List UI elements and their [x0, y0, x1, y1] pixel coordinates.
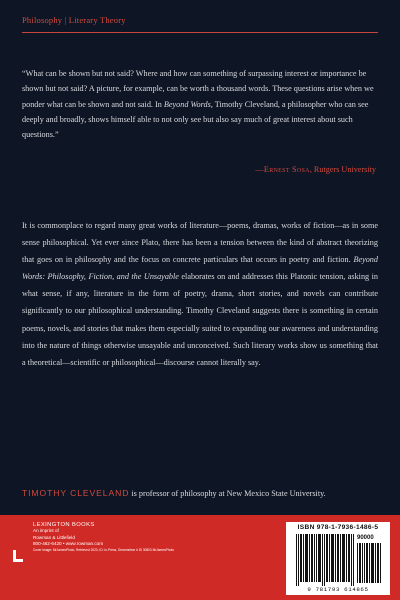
attribution-name: —Ernest Sosa [255, 165, 310, 174]
author-bio [22, 488, 378, 498]
endorsement-attribution [255, 165, 376, 174]
publisher-name: LEXINGTON BOOKS [33, 522, 95, 528]
price-code: 90000 [357, 535, 374, 541]
quote-text-start: “What can be shown but not said? Where and how can something of surpassing interest or importance be shown but not said? A picture, for example, can be worth a thousand words. These questions arise when we ponder what can be shown and not said. In [22, 69, 374, 109]
book-description [22, 217, 378, 371]
publisher-info [33, 522, 174, 553]
lexington-logo-icon [11, 549, 25, 563]
description-book-title: Beyond Words: Philosophy, Fiction, and the Unsayable [22, 255, 378, 282]
publisher-parent: Rowman & Littlefield [33, 534, 75, 540]
quote-text-end: , Timothy Cleveland, a philosopher who can see deeply and broadly, shows himself able to not only see but also say much of great interest about such questions.” [22, 99, 369, 140]
barcode-graphic [296, 534, 354, 586]
endorsement-quote [22, 66, 378, 142]
publisher-band [0, 515, 400, 600]
attribution-affiliation: , Rutgers University [309, 165, 376, 174]
cover-credits: Cover image: MrJamesPhoto, Retrieved 2020, ID: In-Press, Dreamstime # ID 30803 MrJamesPhoto [33, 548, 175, 553]
author-name: TIMOTHY CLEVELAND [22, 488, 130, 498]
publisher-contact: 800-462-6420 • www.rowman.com [33, 540, 104, 546]
barcode-number: 9 781793 614865 [307, 586, 369, 593]
category-label: Philosophy | Literary Theory [22, 15, 126, 25]
author-bio-text: is professor of philosophy at New Mexico State University. [129, 489, 326, 498]
addon-barcode-graphic [357, 543, 381, 583]
quote-book-title: Beyond Words [163, 99, 211, 109]
publisher-imprint-line: An imprint of [33, 528, 59, 534]
barcode-box [286, 522, 390, 595]
description-text-end: elaborates on and addresses this Platonic tension, asking in what sense, if any, literature in the form of poetry, drama, short stories, and novels can contribute significantly to our philosophical understanding. Timothy Cleveland suggests there is something in certain poems, novels, and stories that makes them especially suited to expanding our awareness and understanding into the nature of things otherwise unsayable and unconceived. Such literary works show us something that a theoretical—scientific or philosophical—discourse cannot literally say. [22, 272, 378, 367]
description-text-start: It is commonplace to regard many great works of literature—poems, dramas, works of fiction—as in some sense philosophical. Yet ever since Plato, there has been a tension between the kind of abstract theorizing that goes on in philosophy and the focus on concrete particulars that occurs in poetry and fiction. [22, 221, 378, 265]
header-divider [22, 32, 378, 33]
isbn-label: ISBN 978-1-7936-1486-5 [297, 524, 379, 531]
